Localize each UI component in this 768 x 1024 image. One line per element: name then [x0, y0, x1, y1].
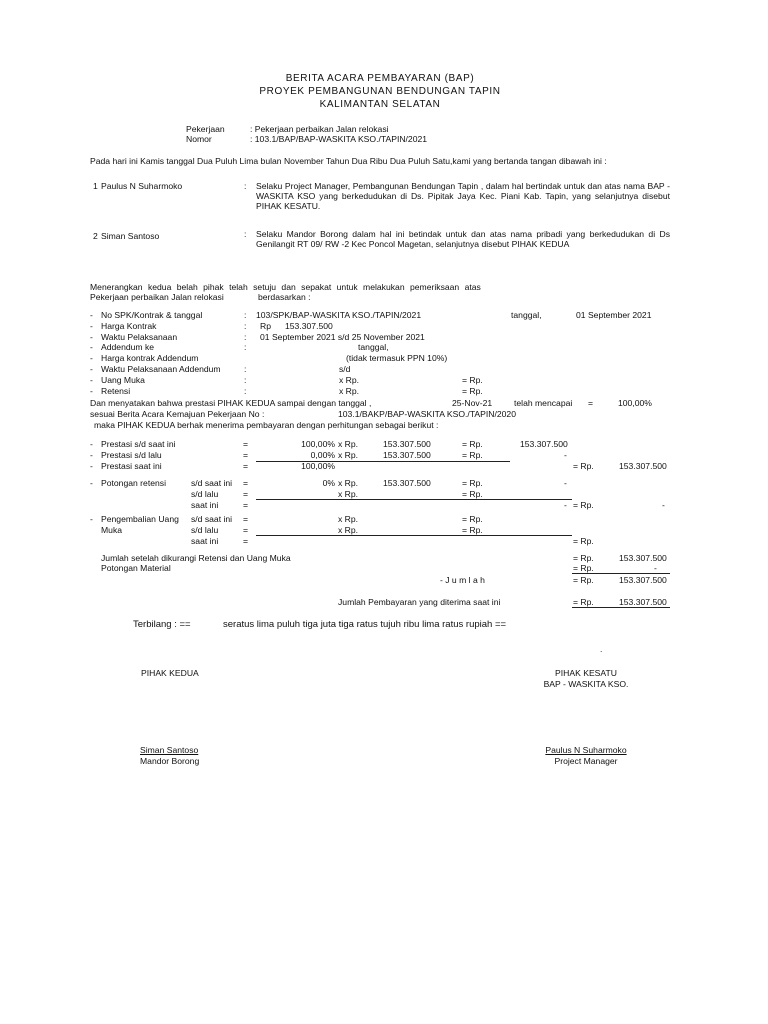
potongan-material-label: Potongan Material	[101, 563, 171, 573]
spk-label: No SPK/Kontrak & tanggal	[101, 310, 203, 320]
party-1-colon: :	[244, 181, 247, 191]
jumlah-eq: = Rp.	[573, 575, 594, 585]
progress-line-2: sesuai Berita Acara Kemajuan Pekerjaan No :	[90, 409, 265, 419]
potongan-retensi-lalu-eq: = Rp.	[462, 489, 483, 499]
potongan-retensi-label: Potongan retensi	[101, 478, 166, 488]
sd-saat-ini: s/d saat ini	[191, 514, 233, 524]
party-1-desc: Selaku Project Manager, Pembangunan Bendungan Tapin , dalam hal bertindak untuk dan atas nama BAP - WASKITA KSO yang berkedudukan di Ds. Pipitak Jaya Kec. Piani Kab. Tapin, yang selanjutnya disebut PIHAK KESATU.	[256, 181, 670, 211]
prestasi-saat-ini-label: Prestasi saat ini	[101, 461, 162, 471]
potongan-retensi-xrp: x Rp.	[338, 478, 359, 488]
progress-eq: =	[588, 398, 594, 408]
statement-line-1: Menerangkan kedua belah pihak telah setuju dan sepakat untuk melakukan pemeriksaan atas	[90, 282, 481, 292]
pengembalian-sd-lalu-eq: = Rp.	[462, 525, 483, 535]
terbilang-text: seratus lima puluh tiga juta tiga ratus tujuh ribu lima ratus rupiah ==	[223, 619, 507, 630]
stray-dot: .	[600, 644, 603, 654]
jumlah-label: - J u m l a h	[440, 575, 485, 585]
statement-line-2b: berdasarkan :	[258, 292, 311, 302]
prestasi-sd-saat-ini-result: 153.307.500	[520, 439, 568, 449]
progress-bakp-number: 103.1/BAKP/BAP-WASKITA KSO./TAPIN/2020	[338, 409, 516, 419]
potongan-retensi-eq: = Rp.	[462, 478, 483, 488]
potongan-material-result: -	[654, 563, 657, 573]
eq: =	[243, 500, 249, 510]
harga-addendum-label: Harga kontrak Addendum	[101, 353, 199, 363]
pengembalian-sd-saat-ini-eq: = Rp.	[462, 514, 483, 524]
right-signatory-org: BAP - WASKITA KSO.	[543, 679, 629, 689]
uang-muka-eq: = Rp.	[462, 375, 483, 385]
waktu-label: Waktu Pelaksanaan	[101, 332, 178, 342]
harga-kontrak-value: 153.307.500	[285, 321, 333, 331]
prestasi-sd-saat-ini-xrp: x Rp.	[338, 439, 359, 449]
right-signatory-name: Paulus N Suharmoko	[545, 745, 627, 755]
retensi-eq: = Rp.	[462, 386, 483, 396]
colon: :	[244, 332, 247, 342]
prestasi-saat-ini-eq: = Rp.	[573, 461, 594, 471]
eq: =	[243, 478, 249, 488]
waktu-addendum-label: Waktu Pelaksanaan Addendum	[101, 364, 221, 374]
dash: -	[564, 500, 567, 510]
terbilang-label: Terbilang : ==	[133, 619, 191, 630]
potongan-retensi-amount: 153.307.500	[383, 478, 431, 488]
addendum-label: Addendum ke	[101, 342, 155, 352]
colon: :	[244, 386, 247, 396]
divider-line	[572, 607, 670, 608]
potongan-material-eq: = Rp.	[573, 563, 594, 573]
prestasi-sd-lalu-eq: = Rp.	[462, 450, 483, 460]
colon: :	[244, 310, 247, 320]
uang-muka-xrp: x Rp.	[339, 375, 360, 385]
party-2-num: 2	[93, 231, 98, 241]
jumlah-result: 153.307.500	[619, 575, 667, 585]
pengembalian-sd-saat-ini-xrp: x Rp.	[338, 514, 359, 524]
pekerjaan-value: : Pekerjaan perbaikan Jalan relokasi	[250, 124, 389, 134]
prestasi-saat-ini-pct: 100,00%	[301, 461, 335, 471]
dash: -	[90, 342, 93, 352]
colon: :	[244, 375, 247, 385]
eq: =	[243, 536, 249, 546]
sd-lalu: s/d lalu	[191, 489, 219, 499]
harga-addendum-note: (tidak termasuk PPN 10%)	[346, 353, 448, 363]
addendum-tanggal: tanggal,	[358, 342, 389, 352]
prestasi-sd-lalu-xrp: x Rp.	[338, 450, 359, 460]
prestasi-sd-saat-ini-amount: 153.307.500	[383, 439, 431, 449]
eq: =	[243, 450, 249, 460]
colon: :	[244, 364, 247, 374]
document-region: KALIMANTAN SELATAN	[319, 99, 441, 110]
statement-line-2a: Pekerjaan perbaikan Jalan relokasi	[90, 292, 224, 302]
progress-telah-mencapai: telah mencapai	[514, 398, 573, 408]
progress-date: 25-Nov-21	[452, 398, 493, 408]
left-signatory-title: PIHAK KEDUA	[141, 668, 199, 678]
divider-line	[572, 573, 670, 574]
document-subtitle: PROYEK PEMBANGUNAN BENDUNGAN TAPIN	[259, 86, 501, 97]
dash: -	[90, 364, 93, 374]
prestasi-sd-lalu-amount: 153.307.500	[383, 450, 431, 460]
dash: -	[90, 332, 93, 342]
pekerjaan-label: Pekerjaan	[186, 124, 225, 134]
retensi-label: Retensi	[101, 386, 131, 396]
eq: =	[243, 489, 249, 499]
divider-line	[256, 535, 572, 536]
saat-ini: saat ini	[191, 500, 219, 510]
eq: =	[243, 439, 249, 449]
potongan-retensi-saat-ini-result: -	[662, 500, 665, 510]
progress-percent: 100,00%	[618, 398, 652, 408]
party-2-name: Siman Santoso	[101, 231, 160, 241]
jumlah-diterima-label: Jumlah Pembayaran yang diterima saat ini	[338, 597, 501, 607]
colon: :	[244, 321, 247, 331]
intro-text: Pada hari ini Kamis tanggal Dua Puluh Lima bulan November Tahun Dua Ribu Dua Puluh Satu,kami yang bertanda tangan dibawah ini :	[90, 156, 607, 166]
jumlah-setelah-dikurangi-eq: = Rp.	[573, 553, 594, 563]
nomor-label: Nomor	[186, 134, 212, 144]
dash: -	[90, 478, 93, 488]
pengembalian-label-2: Muka	[101, 525, 123, 535]
dash: -	[90, 321, 93, 331]
prestasi-sd-lalu-label: Prestasi s/d lalu	[101, 450, 162, 460]
sd-lalu: s/d lalu	[191, 525, 219, 535]
waktu-value: 01 September 2021 s/d 25 November 2021	[260, 332, 425, 342]
pengembalian-saat-ini-eq: = Rp.	[573, 536, 594, 546]
jumlah-setelah-dikurangi-result: 153.307.500	[619, 553, 667, 563]
document-title: BERITA ACARA PEMBAYARAN (BAP)	[285, 73, 475, 84]
pengembalian-label-1: Pengembalian Uang	[101, 514, 179, 524]
saat-ini: saat ini	[191, 536, 219, 546]
harga-kontrak-label: Harga Kontrak	[101, 321, 157, 331]
waktu-addendum-value: s/d	[339, 364, 351, 374]
prestasi-sd-lalu-pct: 0,00%	[310, 450, 335, 460]
spk-value: 103/SPK/BAP-WASKITA KSO./TAPIN/2021	[256, 310, 422, 320]
potongan-retensi-pct: 0%	[322, 478, 335, 488]
spk-tanggal: tanggal,	[511, 310, 542, 320]
dash: -	[90, 375, 93, 385]
pengembalian-sd-lalu-xrp: x Rp.	[338, 525, 359, 535]
dash: -	[90, 386, 93, 396]
dash: -	[90, 514, 93, 524]
party-2-colon: :	[244, 229, 247, 239]
party-1-num: 1	[93, 181, 98, 191]
sd-saat-ini: s/d saat ini	[191, 478, 233, 488]
left-signatory-name: Siman Santoso	[140, 745, 199, 755]
eq: =	[243, 461, 249, 471]
party-1-name: Paulus N Suharmoko	[101, 181, 183, 191]
spk-date: 01 September 2021	[576, 310, 652, 320]
dash: -	[90, 461, 93, 471]
party-2-desc: Selaku Mandor Borong dalam hal ini betindak untuk dan atas nama pribadi yang berkedudukan di Ds Genilangit RT 09/ RW -2 Kec Poncol Magetan, selanjutnya disebut PIHAK KEDUA	[256, 229, 670, 249]
eq: =	[243, 514, 249, 524]
jumlah-diterima-eq: = Rp.	[573, 597, 594, 607]
uang-muka-label: Uang Muka	[101, 375, 145, 385]
colon: :	[244, 342, 247, 352]
divider-line	[256, 499, 572, 500]
prestasi-sd-lalu-result: -	[564, 450, 567, 460]
prestasi-sd-saat-ini-pct: 100,00%	[301, 439, 335, 449]
progress-line-1: Dan menyatakan bahwa prestasi PIHAK KEDUA sampai dengan tanggal ,	[90, 398, 372, 408]
nomor-value: : 103.1/BAP/BAP-WASKITA KSO./TAPIN/2021	[250, 134, 428, 144]
prestasi-sd-saat-ini-eq: = Rp.	[462, 439, 483, 449]
right-signatory-title: PIHAK KESATU	[555, 668, 617, 678]
dash: -	[90, 439, 93, 449]
jumlah-diterima-result: 153.307.500	[619, 597, 667, 607]
retensi-xrp: x Rp.	[339, 386, 360, 396]
harga-kontrak-rp: Rp	[260, 321, 271, 331]
progress-line-3: maka PIHAK KEDUA berhak menerima pembayaran dengan perhitungan sebagai berikut :	[94, 420, 439, 430]
dash: -	[90, 450, 93, 460]
potongan-retensi-result: -	[564, 478, 567, 488]
dash: -	[90, 353, 93, 363]
left-signatory-role: Mandor Borong	[140, 756, 200, 766]
jumlah-setelah-dikurangi-label: Jumlah setelah dikurangi Retensi dan Uang Muka	[101, 553, 291, 563]
eq: =	[243, 525, 249, 535]
prestasi-sd-saat-ini-label: Prestasi s/d saat ini	[101, 439, 176, 449]
prestasi-saat-ini-result: 153.307.500	[619, 461, 667, 471]
potongan-retensi-saat-ini-eq: = Rp.	[573, 500, 594, 510]
potongan-retensi-lalu-xrp: x Rp.	[338, 489, 359, 499]
right-signatory-role: Project Manager	[554, 756, 618, 766]
dash: -	[90, 310, 93, 320]
divider-line	[256, 461, 510, 462]
